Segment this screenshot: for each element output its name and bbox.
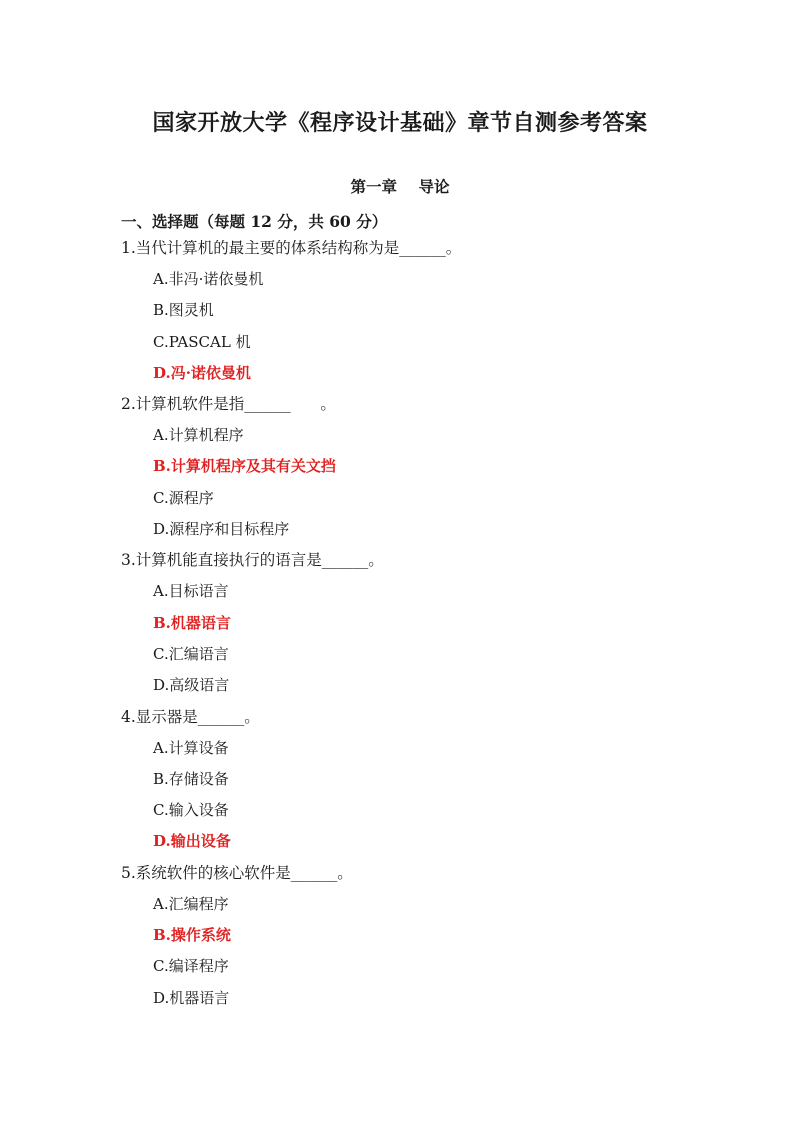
- question-5: [121, 862, 741, 1009]
- option-b: B.图灵机: [153, 301, 214, 320]
- question-4: [121, 706, 741, 853]
- question-3: [121, 549, 741, 696]
- option-c: C.汇编语言: [153, 644, 229, 663]
- option-d: D.高级语言: [153, 676, 230, 695]
- option-d: D.机器语言: [153, 988, 230, 1007]
- option-a: A.计算设备: [153, 738, 229, 757]
- option-b: B.计算机程序及其有关文挡: [153, 457, 336, 476]
- option-a: A.汇编程序: [153, 894, 229, 913]
- question-stem: 1.当代计算机的最主要的体系结构称为是______。: [121, 239, 462, 257]
- question-1: [121, 237, 741, 384]
- question-stem: 3.计算机能直接执行的语言是______。: [121, 551, 384, 570]
- question-2: [121, 393, 741, 540]
- option-d: D.源程序和目标程序: [153, 520, 290, 539]
- option-a: A.非冯·诺依曼机: [153, 270, 264, 288]
- option-d: D.输出设备: [153, 832, 231, 851]
- option-c: C.源程序: [153, 488, 214, 507]
- chapter-title: 第一章 导论: [350, 177, 450, 196]
- question-stem: 2.计算机软件是指______ 。: [121, 395, 336, 414]
- section-title: 一、选择题（每题 12 分，共 60 分）: [121, 212, 388, 231]
- option-c: C.PASCAL 机: [153, 332, 251, 351]
- option-b: B.存储设备: [153, 769, 229, 788]
- document-title: 国家开放大学《程序设计基础》章节自测参考答案: [152, 110, 648, 136]
- option-d: D.冯·诺依曼机: [153, 363, 251, 382]
- question-stem: 4.显示器是______。: [121, 707, 260, 726]
- question-stem: 5.系统软件的核心软件是______。: [121, 863, 353, 882]
- option-c: C.编译程序: [153, 957, 229, 976]
- option-c: C.输入设备: [153, 801, 229, 820]
- option-a: A.计算机程序: [153, 426, 244, 445]
- option-b: B.机器语言: [153, 613, 231, 632]
- question-list: [121, 237, 741, 1009]
- option-b: B.操作系统: [153, 926, 231, 945]
- option-a: A.目标语言: [153, 582, 229, 601]
